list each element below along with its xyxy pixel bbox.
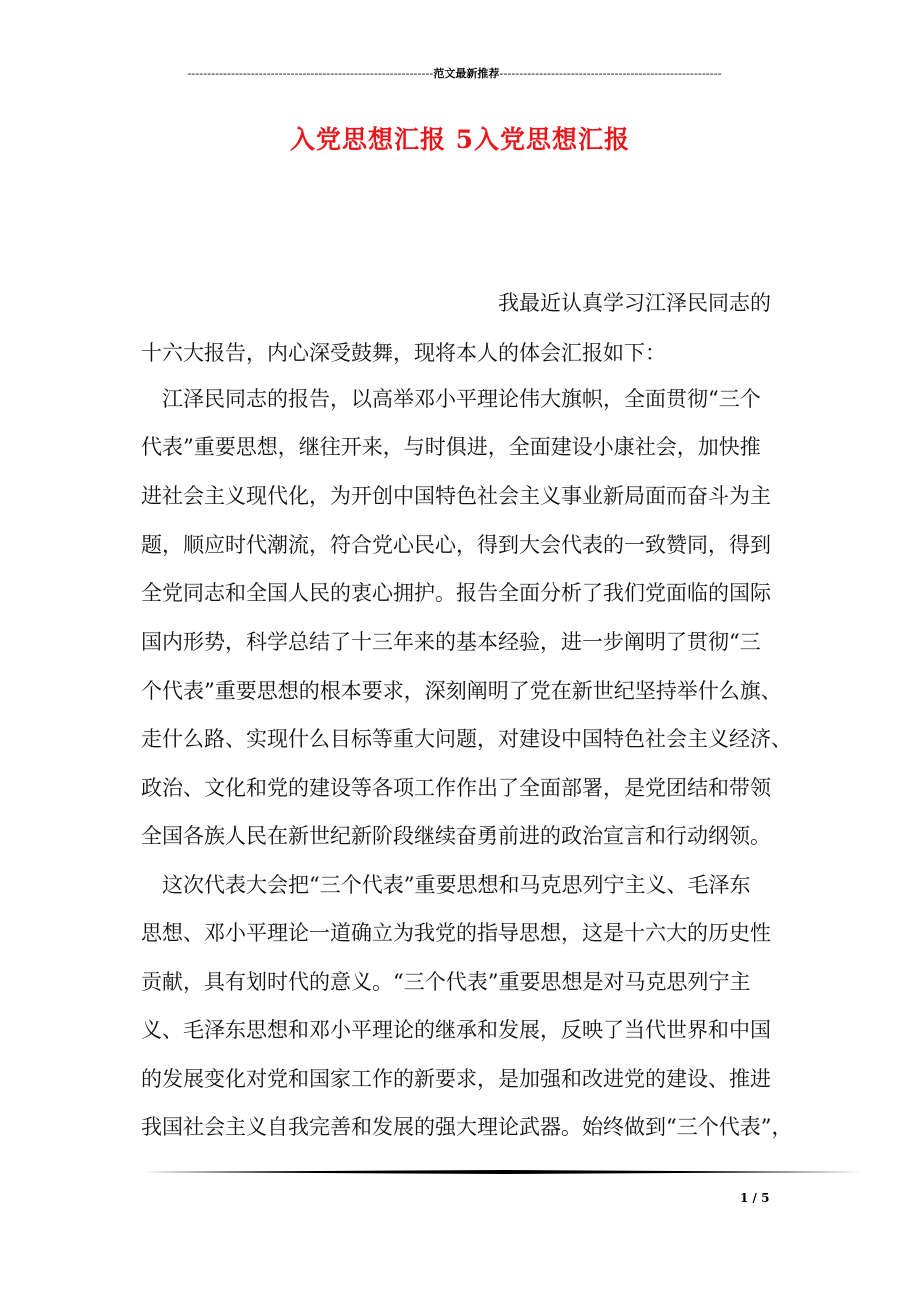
paragraph-line: 走什么路、实现什么目标等重大问题，对建设中国特色社会主义经济、 — [141, 727, 792, 751]
paragraph-line: 题，顺应时代潮流，符合党心民心，得到大会代表的一致赞同，得到 — [141, 533, 771, 557]
paragraph-line: 十六大报告，内心深受鼓舞，现将本人的体会汇报如下： — [141, 341, 666, 365]
paragraph-line: 江泽民同志的报告，以高举邓小平理论伟大旗帜，全面贯彻“三个 — [162, 387, 761, 411]
paragraph-line: 全党同志和全国人民的衷心拥护。报告全面分析了我们党面临的国际 — [141, 581, 771, 605]
paragraph-line: 个代表”重要思想的根本要求，深刻阐明了党在新世纪坚持举什么旗、 — [141, 679, 782, 703]
paragraph-line: 义、毛泽东思想和邓小平理论的继承和发展，反映了当代世界和中国 — [141, 1018, 771, 1042]
header-label: 范文最新推荐 — [433, 67, 500, 80]
page-number: 1 / 5 — [740, 1191, 770, 1205]
paragraph-line: 政治、文化和党的建设等各项工作作出了全面部署，是党团结和带领 — [141, 776, 771, 800]
paragraph-line: 国内形势，科学总结了十三年来的基本经验，进一步阐明了贯彻“三 — [141, 630, 761, 654]
paragraph-line: 全国各族人民在新世纪新阶段继续奋勇前进的政治宣言和行动纲领。 — [141, 824, 771, 848]
paragraph-line: 思想、邓小平理论一道确立为我党的指导思想，这是十六大的历史性 — [141, 921, 771, 945]
footer-rule — [141, 1170, 863, 1174]
paragraph-line: 我最近认真学习江泽民同志的 — [498, 291, 771, 315]
paragraph-line: 贡献，具有划时代的意义。“三个代表”重要思想是对马克思列宁主 — [141, 970, 751, 994]
header-rule-right: -------------------------------------------------------- — [499, 67, 722, 80]
paragraph-line: 我国社会主义自我完善和发展的强大理论武器。始终做到“三个代表”， — [141, 1115, 793, 1139]
paragraph-line: 代表”重要思想，继往开来，与时俱进，全面建设小康社会，加快推 — [141, 435, 761, 459]
page-header — [142, 66, 767, 82]
document-title: 入党思想汇报 5入党思想汇报 — [289, 125, 631, 154]
paragraph-line: 进社会主义现代化，为开创中国特色社会主义事业新局面而奋斗为主 — [141, 484, 771, 508]
paragraph-line: 的发展变化对党和国家工作的新要求，是加强和改进党的建设、推进 — [141, 1067, 771, 1091]
header-rule-left: -------------------------------------------------------------- — [187, 67, 434, 80]
paragraph-line: 这次代表大会把“三个代表”重要思想和马克思列宁主义、毛泽东 — [162, 873, 751, 897]
